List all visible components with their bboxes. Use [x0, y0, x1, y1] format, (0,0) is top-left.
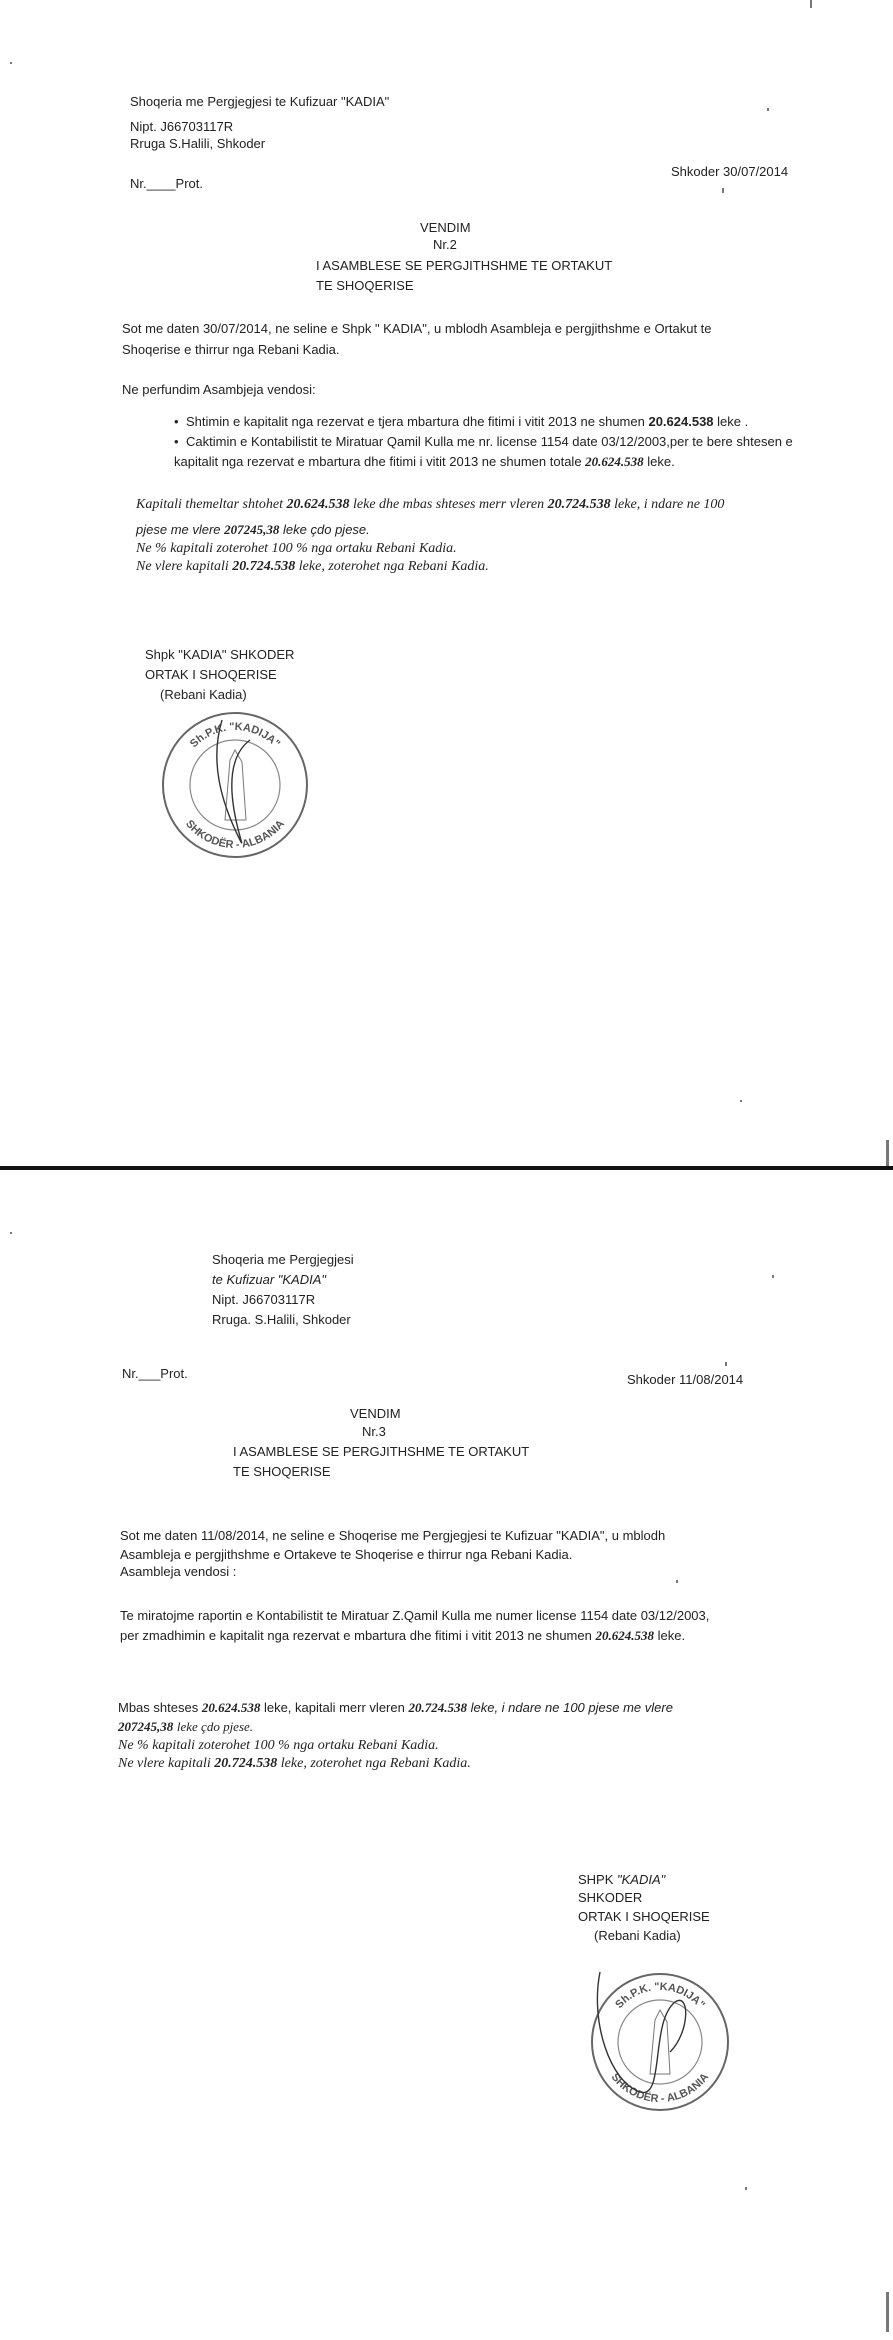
title-line: I ASAMBLESE SE PERGJITHSHME TE ORTAKUT [316, 258, 613, 273]
title-number: Nr.3 [362, 1424, 386, 1439]
text: Ne vlere kapitali [118, 1756, 211, 1771]
scan-mark [886, 1140, 889, 1168]
title-line: I ASAMBLESE SE PERGJITHSHME TE ORTAKUT [233, 1444, 530, 1459]
amount: 20.624.538 [201, 1700, 261, 1715]
capital-line: Ne % kapitali zoterohet 100 % nga ortaku Rebani Kadia. [118, 1738, 439, 1753]
text: leke, zoterohet nga Rebani Kadia. [280, 1756, 471, 1771]
protocol-number: Nr.___Prot. [122, 1366, 188, 1381]
intro-line: Sot me daten 11/08/2014, ne seline e Shoqerise me Pergjegjesi te Kufizuar "KADIA", u mblodh [120, 1528, 666, 1543]
amount: 20.624.538 [286, 497, 350, 512]
amount: 20.624.538 [648, 414, 714, 429]
scan-mark [10, 62, 12, 64]
text: leke. [657, 1628, 686, 1643]
signature-line: ORTAK I SHOQERISE [145, 667, 277, 682]
text: leke, zoterohet nga Rebani Kadia. [298, 559, 489, 574]
bullet-text: Caktimin e Kontabilistit te Miratuar Qamil Kulla me nr. license 1154 date 03/12/2003,per te bere shtesen e [186, 434, 793, 449]
amount: 20.624.538 [585, 454, 644, 469]
capital-line [136, 522, 370, 538]
bullet-item [186, 434, 793, 450]
stamp-bottom-text: SHKODËR - ALBANIA [608, 2071, 712, 2106]
text: pjese me vlere [136, 522, 221, 537]
stamp-top-text: Sh.P.K. "KADIJA" [613, 1980, 707, 2011]
scan-mark [772, 1275, 774, 1278]
svg-text:Sh.P.K. "KADIJA" [613, 1981, 707, 2011]
document-date: Shkoder 11/08/2014 [627, 1372, 744, 1387]
title-vendim: VENDIM [350, 1406, 401, 1421]
scan-mark [10, 1232, 12, 1234]
company-address: Rruga S.Halili, Shkoder [130, 136, 266, 151]
scan-mark [745, 2187, 747, 2190]
company-nipt: Nipt. J66703117R [212, 1292, 316, 1307]
text: leke çdo pjese. [283, 522, 370, 537]
intro-line: Sot me daten 30/07/2014, ne seline e Shpk " KADIA", u mblodh Asambleja e pergjithshme e Ortakut te [122, 321, 712, 336]
text: per zmadhimin e kapitalit nga rezervat e mbartura dhe fitimi i vitit 2013 ne shumen [120, 1628, 592, 1643]
document-date: Shkoder 30/07/2014 [671, 164, 789, 179]
capital-line [136, 559, 489, 575]
bullet-continuation [174, 454, 675, 470]
capital-line [118, 1700, 673, 1716]
intro-line: Shoqerise e thirrur nga Rebani Kadia. [122, 342, 340, 357]
bullet-tail: leke . [717, 414, 749, 429]
scan-mark [886, 2292, 889, 2332]
intro-line: Asambleja vendosi : [120, 1564, 237, 1579]
bullet-tail: leke. [647, 454, 675, 469]
text: leke dhe mbas shteses merr vleren [353, 497, 545, 512]
amount: 20.724.538 [408, 1700, 467, 1715]
scan-mark [722, 188, 724, 193]
decision-paragraph [120, 1628, 685, 1644]
stamp-bottom-text: SHKODËR - ALBANIA [183, 817, 287, 852]
signature-line: SHKODER [578, 1890, 643, 1905]
capital-line [136, 497, 724, 513]
capital-line: Ne % kapitali zoterohet 100 % nga ortaku Rebani Kadia. [136, 541, 457, 556]
scan-mark [767, 108, 769, 111]
title-line: TE SHOQERISE [316, 278, 414, 293]
signature-line: (Rebani Kadia) [160, 687, 247, 702]
document-page-1 [0, 0, 893, 1168]
company-address: Rruga. S.Halili, Shkoder [212, 1312, 351, 1327]
company-name: Shoqeria me Pergjegjesi [212, 1252, 354, 1267]
bullet-item [186, 414, 748, 430]
decision-paragraph: Te miratojme raportin e Kontabilistit te Miratuar Z.Qamil Kulla me numer license 1154 date 03/12/2003, [120, 1608, 710, 1623]
bullet-text: Shtimin e kapitalit nga rezervat e tjera mbartura dhe fitimi i vitit 2013 ne shumen [186, 414, 645, 429]
amount: 207245,38 [118, 1719, 174, 1734]
decision-lead: Ne perfundim Asambjeja vendosi: [122, 382, 316, 397]
capital-line [118, 1756, 471, 1772]
scan-mark [810, 0, 812, 8]
amount: 20.624.538 [595, 1628, 654, 1643]
bullet-text: kapitalit nga rezervat e mbartura dhe fitimi i vitit 2013 ne shumen totale [174, 454, 582, 469]
amount: 207245,38 [224, 522, 280, 537]
company-name: Shoqeria me Pergjegjesi te Kufizuar "KADIA" [130, 94, 390, 109]
text: leke çdo pjese. [176, 1719, 254, 1734]
title-line: TE SHOQERISE [233, 1464, 331, 1479]
scan-mark [676, 1580, 678, 1583]
amount: 20.724.538 [232, 559, 296, 574]
signature-line: (Rebani Kadia) [594, 1928, 681, 1943]
page-separator [0, 1166, 893, 1170]
scan-mark [740, 1100, 742, 1102]
scan-mark [725, 1362, 727, 1366]
text: leke, kapitali merr vleren [263, 1700, 405, 1715]
company-stamp [150, 700, 320, 870]
text: Ne vlere kapitali [136, 559, 229, 574]
company-nipt: Nipt. J66703117R [130, 119, 234, 134]
svg-text:Sh.P.K. "KADIJA" [188, 721, 282, 750]
text: Kapitali themeltar shtohet [136, 497, 283, 512]
text: Mbas shteses [118, 1700, 199, 1715]
company-name: te Kufizuar "KADIA" [212, 1272, 326, 1287]
company-stamp [580, 1962, 740, 2122]
title-vendim: VENDIM [420, 220, 471, 235]
document-page-2 [0, 1172, 893, 2340]
intro-line: Asambleja e pergjithshme e Ortakeve te Shoqerise e thirrur nga Rebani Kadia. [120, 1547, 573, 1562]
text: leke, i ndare ne 100 [614, 497, 725, 512]
title-number: Nr.2 [433, 237, 457, 252]
signature-line: SHPK "KADIA" [578, 1872, 666, 1887]
signature-line: ORTAK I SHOQERISE [578, 1909, 710, 1924]
stamp-top-text: Sh.P.K. "KADIJA" [187, 720, 283, 751]
text: leke, i ndare ne 100 pjese me vlere [470, 1700, 673, 1715]
amount: 20.724.538 [547, 497, 611, 512]
amount: 20.724.538 [214, 1756, 278, 1771]
signature-line: Shpk "KADIA" SHKODER [145, 647, 295, 662]
protocol-number: Nr.____Prot. [130, 176, 203, 191]
capital-line [118, 1719, 253, 1735]
